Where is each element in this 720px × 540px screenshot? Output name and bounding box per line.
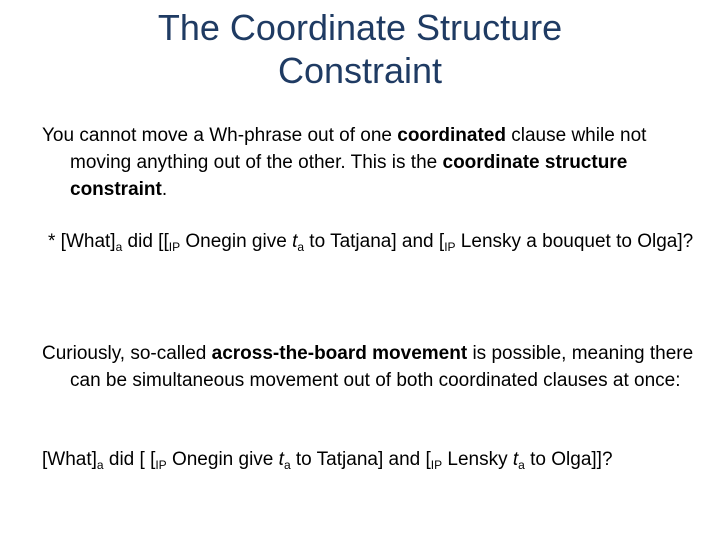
- trace-symbol: t: [278, 449, 284, 470]
- subscript: a: [115, 240, 123, 254]
- text-segment: did [[: [122, 231, 169, 252]
- subscript: IP: [168, 240, 181, 254]
- title-line-2: Constraint: [277, 50, 443, 91]
- text-segment: Onegin give: [166, 449, 279, 470]
- text-segment: to Tatjana] and [: [304, 231, 445, 252]
- trace-symbol: t: [512, 449, 519, 470]
- example-ungrammatical-sentence: [48, 228, 710, 255]
- text-segment: Lensky: [442, 449, 513, 470]
- slide-title: [60, 6, 660, 92]
- subscript: a: [518, 458, 525, 472]
- subscript: IP: [444, 240, 456, 254]
- term-coordinated: coordinated: [397, 125, 506, 146]
- paragraph-across-the-board: [42, 340, 710, 394]
- text-segment: * [What]: [48, 231, 116, 252]
- text-segment: to Tatjana] and [: [290, 449, 431, 470]
- trace-symbol: t: [292, 231, 298, 252]
- paragraph-coordinate-structure-definition: [42, 122, 710, 203]
- subscript: a: [297, 240, 305, 254]
- subscript: IP: [430, 458, 443, 472]
- example-atb-sentence: [42, 446, 710, 473]
- text-segment: clause while not moving anything out of the other. This is the: [70, 125, 647, 173]
- text-segment: did [ [: [103, 449, 156, 470]
- term-coordinate-structure-constraint: coordinate structure constraint: [70, 152, 628, 200]
- text-segment: Onegin give: [180, 231, 293, 252]
- text-segment: is possible, meaning there can be simultaneous movement out of both coordinated clauses at once:: [70, 343, 694, 391]
- title-line-1: The Coordinate Structure: [157, 7, 563, 48]
- term-across-the-board-movement: across-the-board movement: [211, 343, 468, 364]
- subscript: a: [283, 458, 291, 472]
- text-segment: Curiously, so-called: [42, 343, 212, 364]
- text-segment: [What]: [42, 449, 97, 470]
- subscript: a: [96, 458, 104, 472]
- text-segment: to Olga]]?: [524, 449, 613, 470]
- subscript: IP: [155, 458, 167, 472]
- text-segment: You cannot move a Wh-phrase out of one: [42, 125, 398, 146]
- text-segment: Lensky a bouquet to Olga]?: [455, 231, 694, 252]
- text-segment: .: [161, 179, 168, 200]
